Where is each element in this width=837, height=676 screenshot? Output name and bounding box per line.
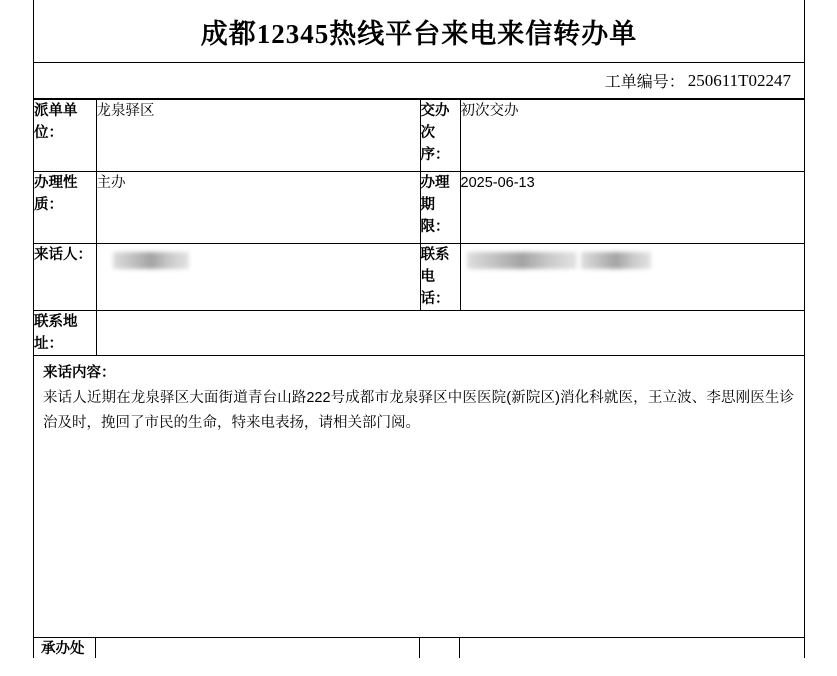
footer-end-cell [460, 638, 804, 658]
handling-deadline-label: 办理期限： [420, 172, 460, 244]
contact-phone-label: 联系电话： [420, 244, 460, 311]
document-title-row [34, 0, 804, 63]
redacted-phone-part2 [581, 252, 651, 269]
call-content-label: 来话内容： [43, 365, 116, 381]
redacted-caller-name [113, 252, 189, 269]
document-title: 成都12345热线平台来电来信转办单 [200, 18, 638, 49]
footer-label-cell [420, 638, 460, 658]
handling-nature-value: 主办 [96, 172, 420, 244]
handling-nature-label: 办理性质： [34, 172, 96, 244]
contact-phone-value [460, 244, 804, 311]
redacted-phone-part1 [467, 252, 577, 269]
transfer-order-value: 初次交办 [460, 100, 804, 172]
dispatch-unit-value: 龙泉驿区 [96, 100, 420, 172]
handling-office-value [96, 638, 420, 658]
contact-address-label: 联系地址： [34, 311, 96, 356]
call-content-block [34, 356, 804, 638]
table-row-handling-nature [34, 172, 804, 244]
order-number-value: 250611T02247 [687, 70, 791, 90]
handling-deadline-value: 2025-06-13 [460, 172, 804, 244]
caller-name-value [96, 244, 420, 311]
fields-table [34, 99, 804, 356]
order-number-row [34, 63, 804, 99]
transfer-order-document [33, 0, 805, 658]
table-row-dispatch-unit [34, 100, 804, 172]
dispatch-unit-label: 派单单位： [34, 100, 96, 172]
table-row-address [34, 311, 804, 356]
footer-row [34, 638, 804, 658]
handling-office-label: 承办处 [34, 638, 96, 658]
order-number-label: 工单编号： [604, 74, 685, 91]
transfer-order-label: 交办次序： [420, 100, 460, 172]
contact-address-value [96, 311, 804, 356]
table-row-caller [34, 244, 804, 311]
caller-name-label: 来话人： [34, 244, 96, 311]
call-content-text: 来话人近期在龙泉驿区大面街道青台山路222号成都市龙泉驿区中医医院(新院区)消化科就医，王立波、李思刚医生诊治及时，挽回了市民的生命，特来电表扬，请相关部门阅。 [43, 390, 794, 431]
